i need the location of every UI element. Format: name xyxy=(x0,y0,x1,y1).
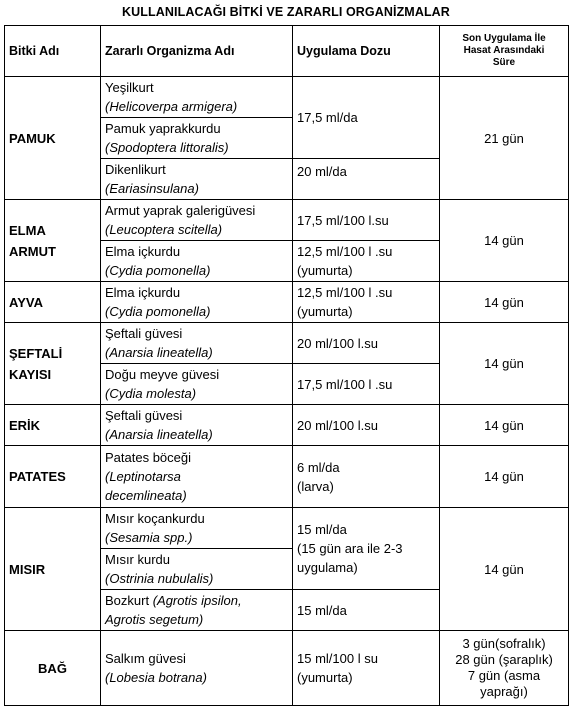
pest-cell xyxy=(101,405,293,446)
interval-line1: 3 gün(sofralık) xyxy=(462,636,546,651)
pest-cell xyxy=(101,118,293,159)
pest-scientific-name: (Agrotis ipsilon, xyxy=(152,593,242,608)
dose-note: (yumurta) xyxy=(297,304,353,319)
pest-cell xyxy=(101,77,293,118)
interval-cell: 14 gün xyxy=(440,508,569,631)
plant-cell: PAMUK xyxy=(5,77,101,200)
dose-cell xyxy=(293,282,440,323)
table-row xyxy=(5,200,569,241)
dose-cell xyxy=(293,241,440,282)
pest-scientific-name: (Cydia pomonella) xyxy=(105,304,211,319)
plant-cell: MISIR xyxy=(5,508,101,631)
interval-cell: 14 gün xyxy=(440,323,569,405)
pest-common-name: Doğu meyve güvesi xyxy=(105,367,220,382)
dose-value: 12,5 ml/100 l .su xyxy=(297,285,393,300)
pest-cell xyxy=(101,159,293,200)
dose-cell xyxy=(293,508,440,590)
plant-name-line2: KAYISI xyxy=(9,366,52,382)
plant-cell: ERİK xyxy=(5,405,101,446)
pest-scientific-name: (Cydia pomonella) xyxy=(105,263,211,278)
header-interval-line2: Hasat Arasındaki xyxy=(463,45,545,56)
interval-line4: yaprağı) xyxy=(480,684,528,699)
pest-scientific-name: (Leptinotarsa xyxy=(105,469,181,484)
pest-scientific-name: (Lobesia botrana) xyxy=(105,670,207,685)
plant-cell xyxy=(5,323,101,405)
plant-name-line2: ARMUT xyxy=(9,243,56,259)
pest-scientific-name: (Eariasinsulana) xyxy=(105,181,199,196)
dose-cell xyxy=(293,446,440,508)
dose-cell xyxy=(293,631,440,706)
pest-common-name: Armut yaprak galerigüvesi xyxy=(105,203,256,218)
document-title: KULLANILACAĞI BİTKİ VE ZARARLI ORGANİZMALAR xyxy=(122,5,450,19)
pest-cell xyxy=(101,549,293,590)
interval-cell: 14 gün xyxy=(440,405,569,446)
dose-value: 15 ml/100 l su xyxy=(297,651,378,666)
pest-common-name: Şeftali güvesi xyxy=(105,408,183,423)
interval-cell: 14 gün xyxy=(440,200,569,282)
dose-note: (yumurta) xyxy=(297,670,353,685)
pest-scientific-name: (Sesamia spp.) xyxy=(105,530,193,545)
pest-common-name: Salkım güvesi xyxy=(105,651,186,666)
header-plant: Bitki Adı xyxy=(5,26,101,77)
pest-line1 xyxy=(105,591,288,610)
interval-cell: 14 gün xyxy=(440,282,569,323)
pesticide-table xyxy=(4,25,569,706)
dose-note: (yumurta) xyxy=(297,263,353,278)
table-row xyxy=(5,77,569,118)
pest-cell xyxy=(101,200,293,241)
pest-cell xyxy=(101,282,293,323)
pest-common-name: Pamuk yaprakkurdu xyxy=(105,121,221,136)
dose-cell: 17,5 ml/100 l .su xyxy=(293,364,440,405)
header-dose: Uygulama Dozu xyxy=(293,26,440,77)
dose-cell: 17,5 ml/da xyxy=(293,77,440,159)
pest-common-name: Mısır kurdu xyxy=(105,552,171,567)
table-row xyxy=(5,446,569,508)
header-row xyxy=(5,26,569,77)
header-interval-line1: Son Uygulama İle xyxy=(462,33,546,44)
pest-cell xyxy=(101,446,293,508)
header-interval xyxy=(440,26,569,77)
pest-cell xyxy=(101,590,293,631)
dose-cell: 17,5 ml/100 l.su xyxy=(293,200,440,241)
plant-cell xyxy=(5,200,101,282)
pest-scientific-name-cont: Agrotis segetum) xyxy=(105,612,204,627)
table-row xyxy=(5,282,569,323)
pest-common-name: Şeftali güvesi xyxy=(105,326,183,341)
pest-scientific-name: (Cydia molesta) xyxy=(105,386,197,401)
interval-cell: 21 gün xyxy=(440,77,569,200)
pest-common-name: Patates böceği xyxy=(105,450,192,465)
pest-cell xyxy=(101,508,293,549)
table-row xyxy=(5,508,569,549)
header-pest: Zararlı Organizma Adı xyxy=(101,26,293,77)
pest-common-name: Dikenlikurt xyxy=(105,162,166,177)
plant-cell: BAĞ xyxy=(5,631,101,706)
pest-cell xyxy=(101,631,293,706)
pest-cell xyxy=(101,241,293,282)
plant-name-line1: ŞEFTALİ xyxy=(9,345,63,361)
pest-cell xyxy=(101,364,293,405)
pest-cell xyxy=(101,323,293,364)
dose-cell: 20 ml/100 l.su xyxy=(293,323,440,364)
pest-common-name: Elma içkurdu xyxy=(105,285,181,300)
dose-value: 15 ml/da xyxy=(297,522,347,537)
table-row xyxy=(5,405,569,446)
pest-common-name: Elma içkurdu xyxy=(105,244,181,259)
pest-scientific-name: (Ostrinia nubulalis) xyxy=(105,571,214,586)
pest-scientific-name: (Anarsia lineatella) xyxy=(105,427,213,442)
dose-note: (15 gün ara ile 2-3 xyxy=(297,541,403,556)
plant-name-line1: ELMA xyxy=(9,222,46,238)
pest-common-name: Yeşilkurt xyxy=(105,80,154,95)
plant-cell: PATATES xyxy=(5,446,101,508)
dose-cell: 15 ml/da xyxy=(293,590,440,631)
dose-cell: 20 ml/da xyxy=(293,159,440,200)
pest-scientific-name: (Helicoverpa armigera) xyxy=(105,99,238,114)
header-interval-line3: Süre xyxy=(492,57,516,68)
interval-line3: 7 gün (asma xyxy=(467,668,541,683)
pest-scientific-name: (Spodoptera littoralis) xyxy=(105,140,229,155)
dose-value: 6 ml/da xyxy=(297,459,340,475)
dose-cell: 20 ml/100 l.su xyxy=(293,405,440,446)
dose-note-cont: uygulama) xyxy=(297,560,358,575)
table-row xyxy=(5,323,569,364)
table-row xyxy=(5,631,569,706)
pest-scientific-name-cont: decemlineata) xyxy=(105,488,187,503)
interval-cell: 14 gün xyxy=(440,446,569,508)
pest-common-name: Mısır koçankurdu xyxy=(105,511,205,526)
interval-line2: 28 gün (şaraplık) xyxy=(455,652,553,667)
plant-cell: AYVA xyxy=(5,282,101,323)
pest-scientific-name: (Leucoptera scitella) xyxy=(105,222,223,237)
pest-scientific-name: (Anarsia lineatella) xyxy=(105,345,213,360)
interval-cell xyxy=(440,631,569,706)
pest-common-name: Bozkurt xyxy=(105,593,150,608)
dose-value: 12,5 ml/100 l .su xyxy=(297,244,393,259)
dose-note: (larva) xyxy=(297,478,334,494)
